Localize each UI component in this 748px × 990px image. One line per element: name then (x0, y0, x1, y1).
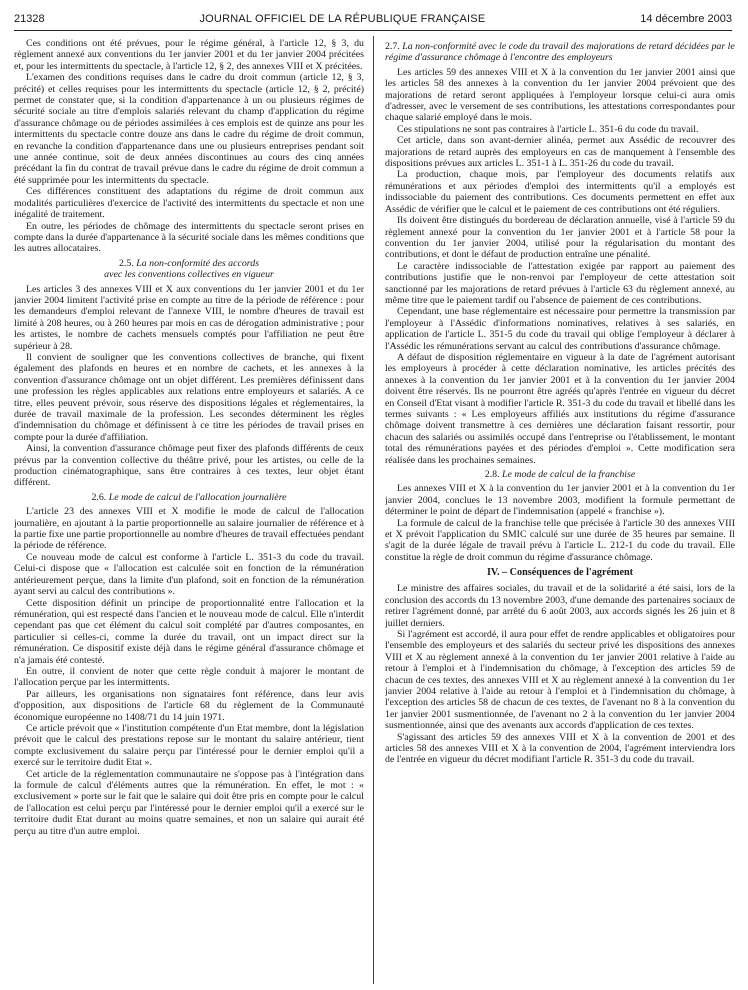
section-title: La non-conformité avec le code du travail des majorations de retard décidées par le régime d'assurance chômage à l'encontre des employeurs (385, 41, 735, 64)
section-heading-2-7 (385, 41, 735, 64)
section-heading-2-8 (385, 469, 735, 480)
paragraph: La production, chaque mois, par l'employeur des documents relatifs aux rémunérations et aux périodes d'emploi des intermittents qu'il a employés est indissociable du paiement des contributions. Ces documents permettent en effet aux Assédic de vérifier que le calcul et le paiement de ces contributions ont été réguliers. (385, 169, 735, 215)
section-heading-2-6 (14, 492, 364, 503)
page-header (14, 8, 732, 31)
paragraph: En outre, les périodes de chômage des intermittents du spectacle seront prises en compte dans la durée d'appartenance à la sécurité sociale dans les mêmes conditions que les autres allocataires. (14, 220, 364, 255)
right-column (385, 38, 735, 986)
paragraph: L'examen des conditions requises dans le cadre du droit commun (article 12, § 3, précité) et celles requises pour les intermittents du spectacle (article 12, § 2, précité) permet de constater que, si la condition d'appartenance à un ou plusieurs régimes de sécurité sociale au titre d'emplois salariés relevant du champ d'application du régime d'assurance chômage ou de périodes assimilées à ces emplois est de quinze ans pour les intermittents du spectacle contre douze ans dans le cadre du régime de droit commun, en revanche la condition d'appartenance dans une ou plusieurs entreprises pendant soit une année continue, soit de deux années discontinues au cours des cinq années précédant la fin du contrat de travail prévue dans le cadre du régime de droit commun a été supprimée pour les intermittents du spectacle. (14, 72, 364, 186)
paragraph: Cet article de la réglementation communautaire ne s'oppose pas à l'intégration dans la formule de calcul d'éléments autres que la rémunération. En effet, le mot : « exclusivement » porte sur le fait que le salaire qui doit être pris en compte pour le calcul de l'allocation est celui perçu par l'intéressé pour le dernier emploi qu'il a exercé sur le territoire dudit Etat durant au moins quatre semaines, et non un salaire qui aurait été perçu au titre d'un autre emploi. (14, 768, 364, 837)
paragraph: Si l'agrément est accordé, il aura pour effet de rendre applicables et obligatoires pour l'ensemble des employeurs et des salariés du secteur privé les dispositions des annexes VIII et X au règlement annexé à la convention du 1er janvier 2001 relative à l'aide au retour à l'emploi et à l'indemnisation du chômage, à l'exception des articles 59 de chacun de ces textes, des annexes VIII et X au règlement annexé à la convention du 1er janvier 2004 relative à l'aide au retour à l'emploi et à l'indemnisation du chômage, à l'exception des articles 58 de chacun de ces textes, de l'avenant no 8 à la convention du 1er janvier 2001 susmentionnée, de l'avenant no 2 à la convention du 1er janvier 2004 susmentionnée, ainsi que des avenants aux accords d'application de ces textes. (385, 628, 735, 732)
paragraph: Le ministre des affaires sociales, du travail et de la solidarité a été saisi, lors de la conclusion des accords du 13 novembre 2003, d'une demande des partenaires sociaux de retirer l'agrément donné, par arrêté du 6 août 2003, aux accords signés les 26 juin et 8 juillet derniers. (385, 583, 735, 629)
section-title: La non-conformité des accords (136, 257, 260, 269)
paragraph: S'agissant des articles 59 des annexes VIII et X à la convention de 2001 et des articles 58 des annexes VIII et X à la convention de 2004, l'agrément interviendra lors de l'entrée en vigueur du décret modifiant l'article R. 351-3 du code du travail. (385, 731, 735, 766)
column-divider (373, 36, 374, 984)
section-number: 2.7. (385, 41, 400, 52)
paragraph: Les articles 59 des annexes VIII et X à la convention du 1er janvier 2001 ainsi que les articles 58 des annexes à la convention du 1er janvier 2004 prévoient que des majorations de retard seront appliquées à l'employeur lorsque celui-ci aura omis d'adresser, avec le versement de ses contributions, les attestations correspondantes pour chaque salarié employé dans le mois. (385, 66, 735, 124)
paragraph: L'article 23 des annexes VIII et X modifie le mode de calcul de l'allocation journalière, en ajoutant à la partie proportionnelle au salaire journalier de référence et à la partie fixe une partie proportionnelle au nombre d'heures de travail effectuées pendant la période de référence. (14, 506, 364, 552)
page-number: 21328 (14, 13, 45, 25)
paragraph: Ce nouveau mode de calcul est conforme à l'article L. 351-3 du code du travail. Celui-ci dispose que « l'allocation est calculée soit en fonction de la rémunération antérieurement perçue, dans la limite d'un plafond, soit en fonction de la rémunération ayant servi au calcul des contributions ». (14, 551, 364, 598)
paragraph: Cependant, une base réglementaire est nécessaire pour permettre la transmission par l'employeur à l'Assédic d'informations nominatives, relatives à ses salariés, en application de l'article L. 351-5 du code du travail qui oblige l'employeur à déclarer à l'Assédic les rémunérations servant au calcul des contributions d'assurance chômage. (385, 306, 735, 352)
section-heading-2-5 (14, 258, 364, 281)
paragraph: Par ailleurs, les organisations non signataires font référence, dans leur avis d'opposition, aux dispositions de l'article 68 du règlement de la Communauté économique européenne no 1408/71 du 14 juin 1971. (14, 688, 364, 723)
section-title: Le mode de calcul de la franchise (502, 469, 636, 481)
paragraph: Ces différences constituent des adaptations du régime de droit commun aux modalités particulières d'exercice de l'activité des intermittents du spectacle et non une inégalité de traitement. (14, 186, 364, 221)
section-title: Le mode de calcul de l'allocation journalière (108, 491, 287, 503)
paragraph: Ils doivent être distingués du bordereau de déclaration annuelle, visé à l'article 59 du règlement annexé pour la convention du 1er janvier 2001 et à l'article 58 pour la convention du 1er janvier 2004, utilisé pour la régularisation du montant des contributions, et dont le défaut de production entraîne une pénalité. (385, 215, 735, 261)
publication-date: 14 décembre 2003 (640, 13, 732, 25)
section-number: 2.5. (118, 257, 134, 269)
section-number: 2.8. (484, 469, 500, 481)
left-column (14, 38, 364, 986)
paragraph: Ainsi, la convention d'assurance chômage peut fixer des plafonds différents de ceux prévus par la convention collective du théâtre privé, pour les artistes, ou celle de la production cinématographique, sans être contraires à ces textes, leur objet étant différent. (14, 443, 364, 489)
paragraph: Les annexes VIII et X à la convention du 1er janvier 2001 et à la convention du 1er janvier 2004, conclues le 13 novembre 2003, modifient la formule permettant de déterminer le point de départ de l'indemnisation (appelé « franchise »). (385, 483, 735, 518)
paragraph: Ces conditions ont été prévues, pour le régime général, à l'article 12, § 3, du règlement annexé aux conventions du 1er janvier 2001 et du 1er janvier 2004 précitées et, pour les intermittents du spectacle, à l'article 12, § 2, des annexes VIII et X précitées. (14, 38, 364, 72)
section-number: 2.6. (91, 491, 107, 503)
paragraph: Le caractère indissociable de l'attestation exigée par rapport au paiement des contributions justifie que le non-renvoi par l'employeur de cette attestation soit sanctionné par les majorations de retard prévues à l'article 63 du règlement annexé, au même titre que le paiement tardif ou l'absence de paiement de ces contributions. (385, 260, 735, 306)
paragraph: Cette disposition définit un principe de proportionnalité entre l'allocation et la rémunération, qui est respecté dans l'ancien et le nouveau mode de calcul. Elle n'interdit cependant pas que cet élément du calcul soit complété par d'autres composantes, en particulier si celles-ci, comme la durée du travail, ont un impact direct sur la rémunération. Ce dispositif existe déjà dans le régime général d'assurance chômage et n'a jamais été contesté. (14, 597, 364, 666)
paragraph: En outre, il convient de noter que cette règle conduit à majorer le montant de l'allocation perçue par les intermittents. (14, 665, 364, 689)
paragraph: Il convient de souligner que les conventions collectives de branche, qui fixent également des plafonds en heures et en nombre de cachets, et les annexes à la convention d'assurance chômage ont un objet différent. Les premières définissent dans une profession les règles applicables aux relations entre employeurs et salariés. A ce titre, elles peuvent prévoir, sous réserve des dispositions légales et réglementaires, la durée de travail maximale de la profession. Les secondes déterminent les règles d'indemnisation du chômage et définissent à ce titre les périodes de travail prises en compte pour la durée d'affiliation. (14, 351, 364, 443)
paragraph: Cet article, dans son avant-dernier alinéa, permet aux Assédic de recouvrer des majorations de retard auprès des employeurs en cas de manquement à l'ensemble des dispositions prévues aux articles L. 351-1 à L. 351-26 du code du travail. (385, 135, 735, 170)
section-heading-iv: IV. – Conséquences de l'agrément (486, 567, 634, 579)
paragraph: La formule de calcul de la franchise telle que précisée à l'article 30 des annexes VIII et X prévoit l'application du SMIC calculé sur une durée de 35 heures par semaine. Il s'agit de la durée légale de travail prévu à l'article L. 212-1 du code du travail. Elle constitue la règle de droit commun du régime d'assurance chômage. (385, 517, 735, 563)
paragraph: Les articles 3 des annexes VIII et X aux conventions du 1er janvier 2001 et du 1er janvier 2004 limitent l'activité prise en compte au titre de la période de référence : pour les demandeurs d'emploi relevant de l'annexe VIII, le nombre d'heures de travail est limité à 208 heures, ou à 260 heures par mois en cas de dérogation administrative ; pour les artistes, le nombre de cachets mensuels comptés pour l'affiliation ne peut être supérieur à 28. (14, 283, 364, 352)
journal-title: JOURNAL OFFICIEL DE LA RÉPUBLIQUE FRANÇAISE (199, 13, 486, 25)
section-title-line-2: avec les conventions collectives en vigueur (104, 269, 274, 281)
paragraph: Ces stipulations ne sont pas contraires à l'article L. 351-6 du code du travail. (397, 123, 699, 135)
paragraph: Ce article prévoit que « l'institution compétente d'un Etat membre, dont la législation prévoit que le calcul des prestations repose sur le montant du salaire antérieur, tient compte exclusivement du salaire perçu par l'intéressé pour le dernier emploi qu'il a exercé sur le territoire dudit Etat ». (14, 722, 364, 769)
paragraph: A défaut de disposition réglementaire en vigueur à la date de l'agrément autorisant les employeurs à procéder à cette déclaration nominative, les articles précités des annexes à la convention du 1er janvier 2001 et à la convention du 1er janvier 2004 doivent être réservés. Ils ne pourront être agréés qu'après l'entrée en vigueur du décret en Conseil d'Etat visant à modifier l'article R. 351-3 du code du travail et libellé dans les termes suivants : « Les employeurs affiliés aux institutions du régime d'assurance chômage doivent transmettre à ces dernières une déclaration faisant ressortir, pour chacun des salariés ou assimilés occupé dans l'entreprise ou l'établissement, le montant total des rémunérations payées et des périodes d'emploi ». Cette modification sera réalisée dans les prochaines semaines. (385, 351, 735, 466)
